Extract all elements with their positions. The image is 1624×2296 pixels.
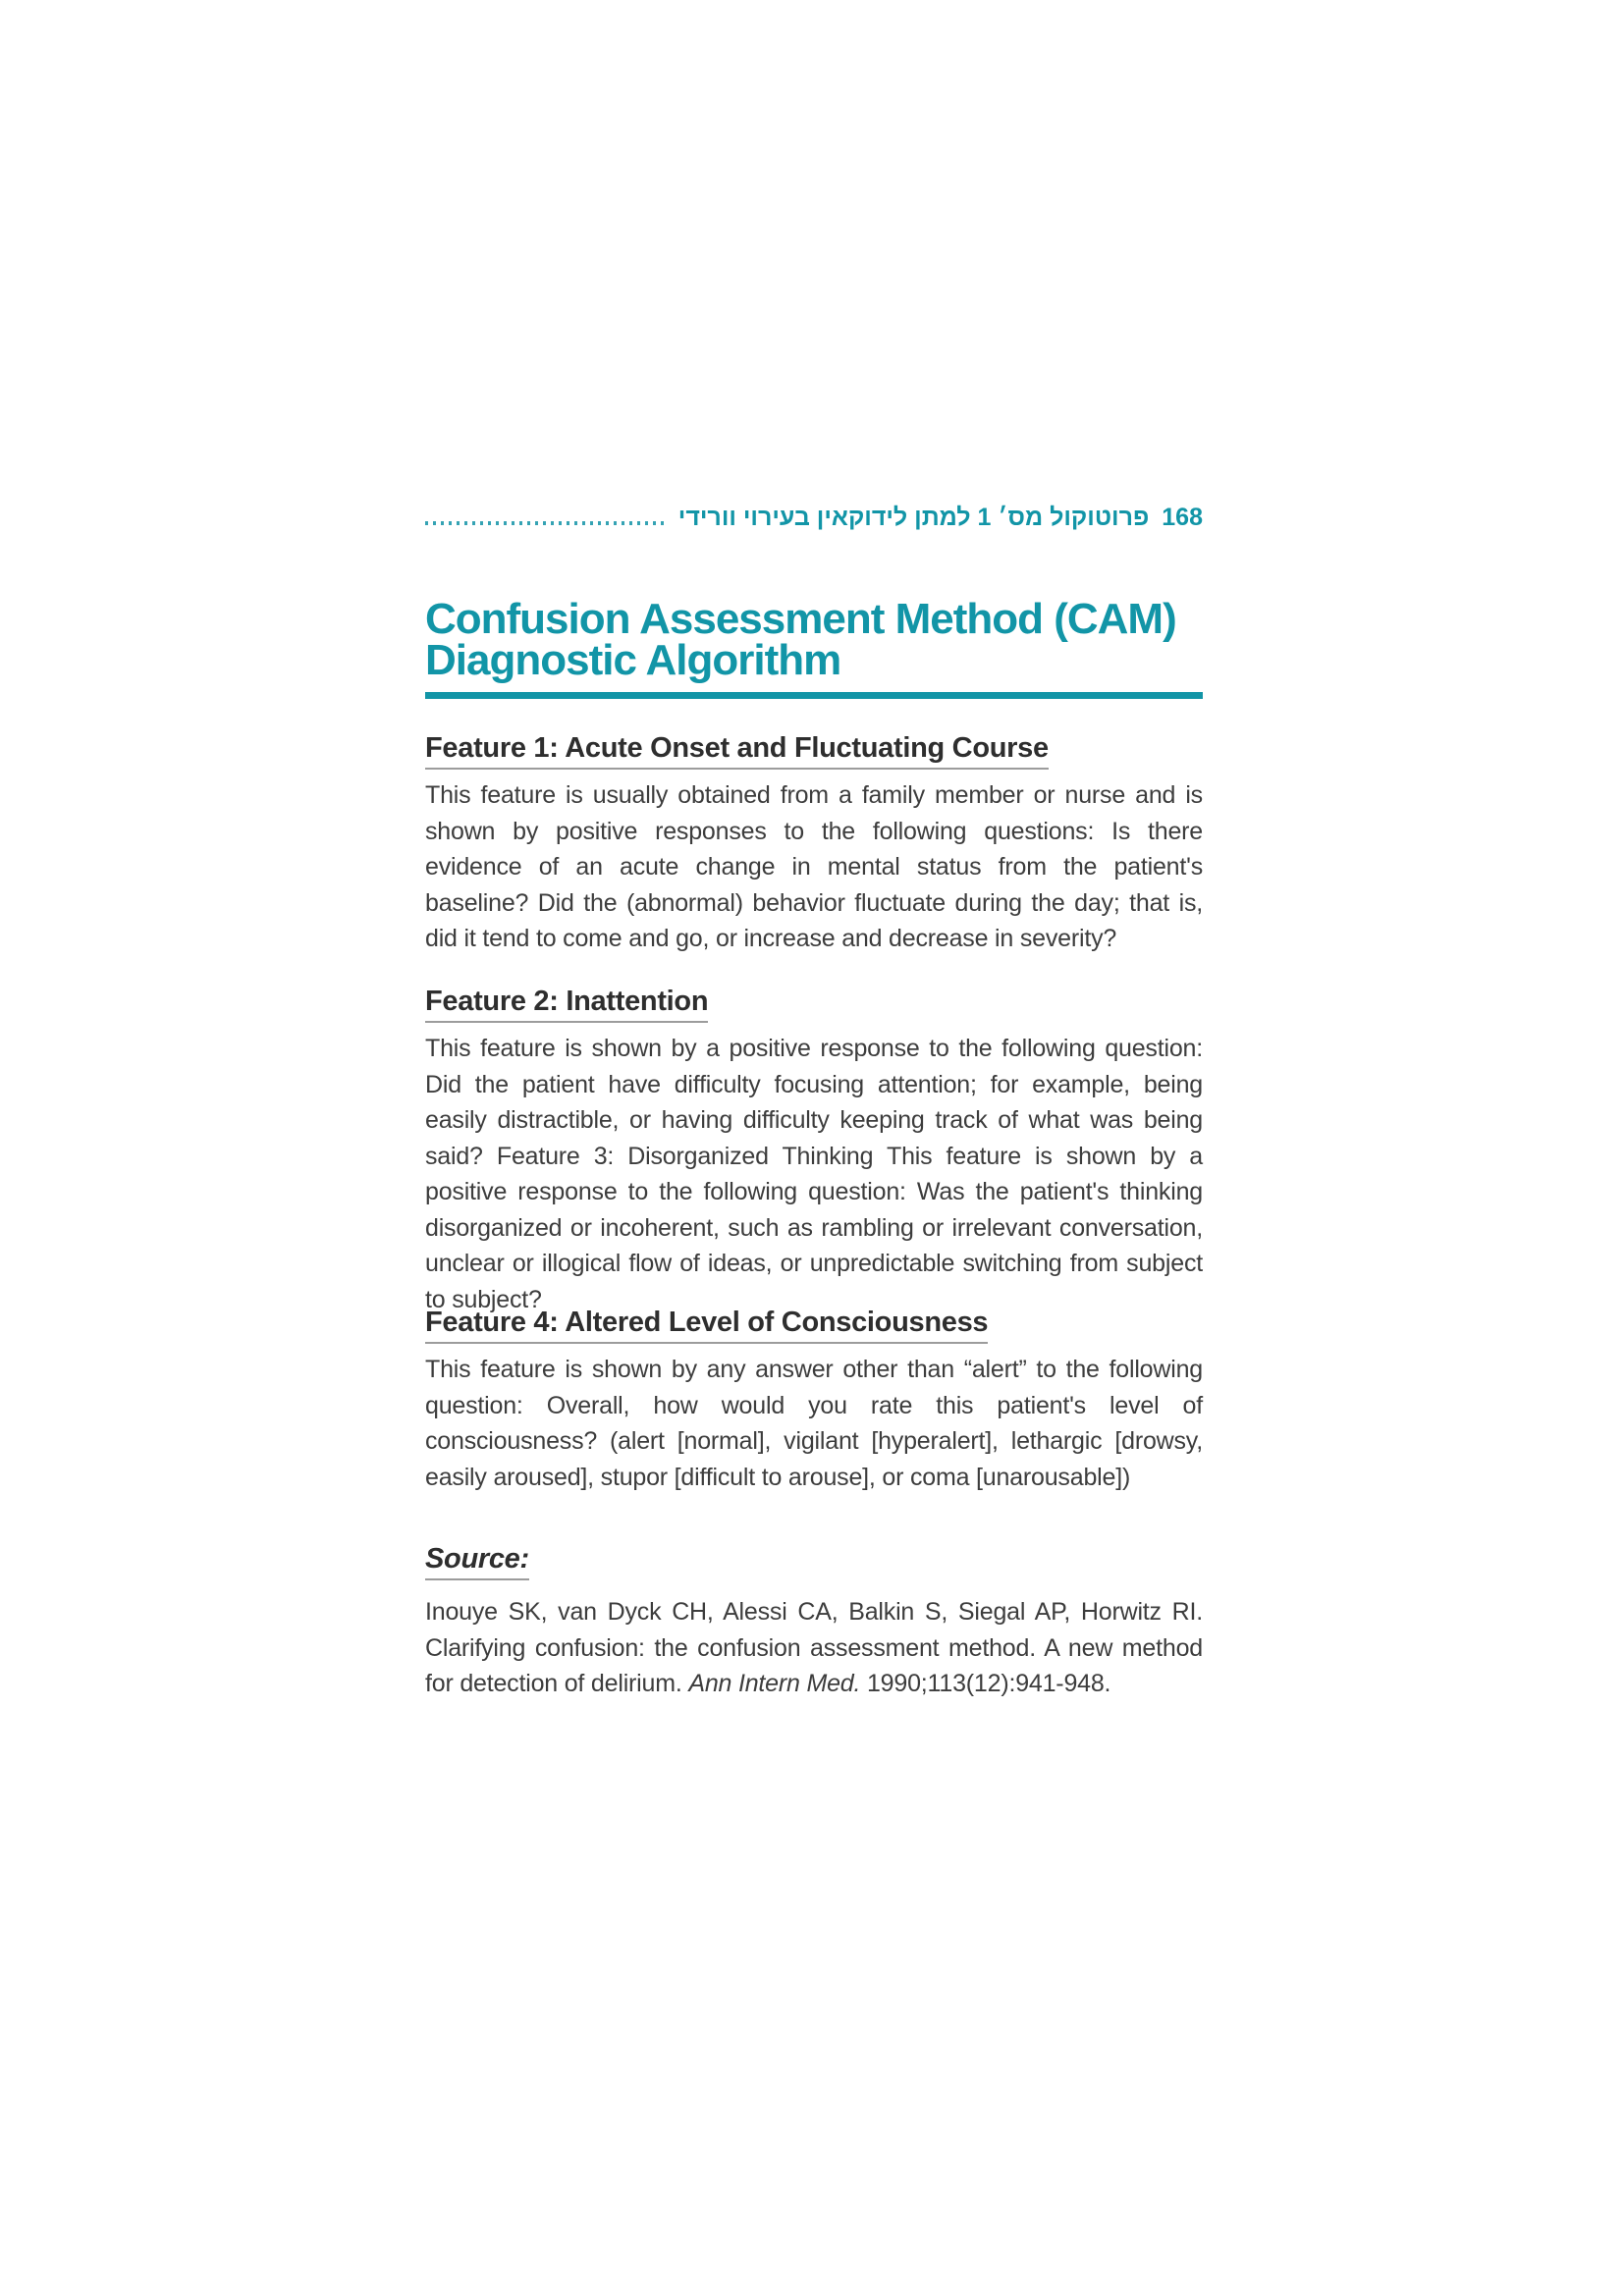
page-header	[425, 503, 1203, 532]
section-heading-feature-1: Feature 1: Acute Onset and Fluctuating Course	[425, 732, 1049, 770]
dotted-leader	[425, 521, 669, 525]
citation-year-pages: 1990;113(12):941-948.	[860, 1670, 1111, 1697]
section-body-feature-1: This feature is usually obtained from a family member or nurse and is shown by positive responses to the following questions: Is there evidence of an acute change in mental status from the patient's baseline? Did the (abnormal) behavior fluctuate during the day; that is, did it tend to come and go, or increase and decrease in severity?	[425, 781, 1203, 952]
section-heading-feature-4: Feature 4: Altered Level of Consciousness	[425, 1307, 988, 1344]
header-title-hebrew: פרוטוקול מס׳ 1 למתן לידוקאין בעירוי וורידי	[677, 504, 1150, 531]
section-heading-feature-2: Feature 2: Inattention	[425, 986, 708, 1023]
document-title-line-1: Confusion Assessment Method (CAM)	[425, 595, 1176, 643]
section-feature-2	[425, 986, 1203, 1317]
section-feature-4	[425, 1307, 1203, 1495]
source-section	[425, 1543, 1203, 1702]
page-number: 168	[1162, 504, 1203, 531]
section-feature-1	[425, 732, 1203, 957]
document-title	[425, 595, 1203, 699]
document-title-line-2: Diagnostic Algorithm	[425, 636, 841, 684]
section-body-feature-4: This feature is shown by any answer other than “alert” to the following question: Overall, how would you rate this patient's level of consciousness? (alert [normal], vigilant [hyperalert], lethargic [drowsy, easily aroused], stupor [difficult to arouse], or coma [unarousable])	[425, 1356, 1203, 1491]
citation	[425, 1594, 1203, 1702]
section-body-feature-2: This feature is shown by a positive response to the following question: Did the patient have difficulty focusing attention; for example, being easily distractible, or having difficulty keeping track of what was being said? Feature 3: Disorganized Thinking This feature is shown by a positive response to the following question: Was the patient's thinking disorganized or incoherent, such as rambling or irrelevant conversation, unclear or illogical flow of ideas, or unpredictable switching from subject to subject?	[425, 1035, 1203, 1313]
citation-journal: Ann Intern Med.	[688, 1670, 861, 1697]
citation-authors-text: Inouye SK, van Dyck CH, Alessi CA, Balkin S, Siegal AP, Horwitz RI. Clarifying confusion: the confusion assessment method. A new method for detection of delirium.	[425, 1598, 1203, 1697]
source-heading: Source:	[425, 1543, 529, 1580]
